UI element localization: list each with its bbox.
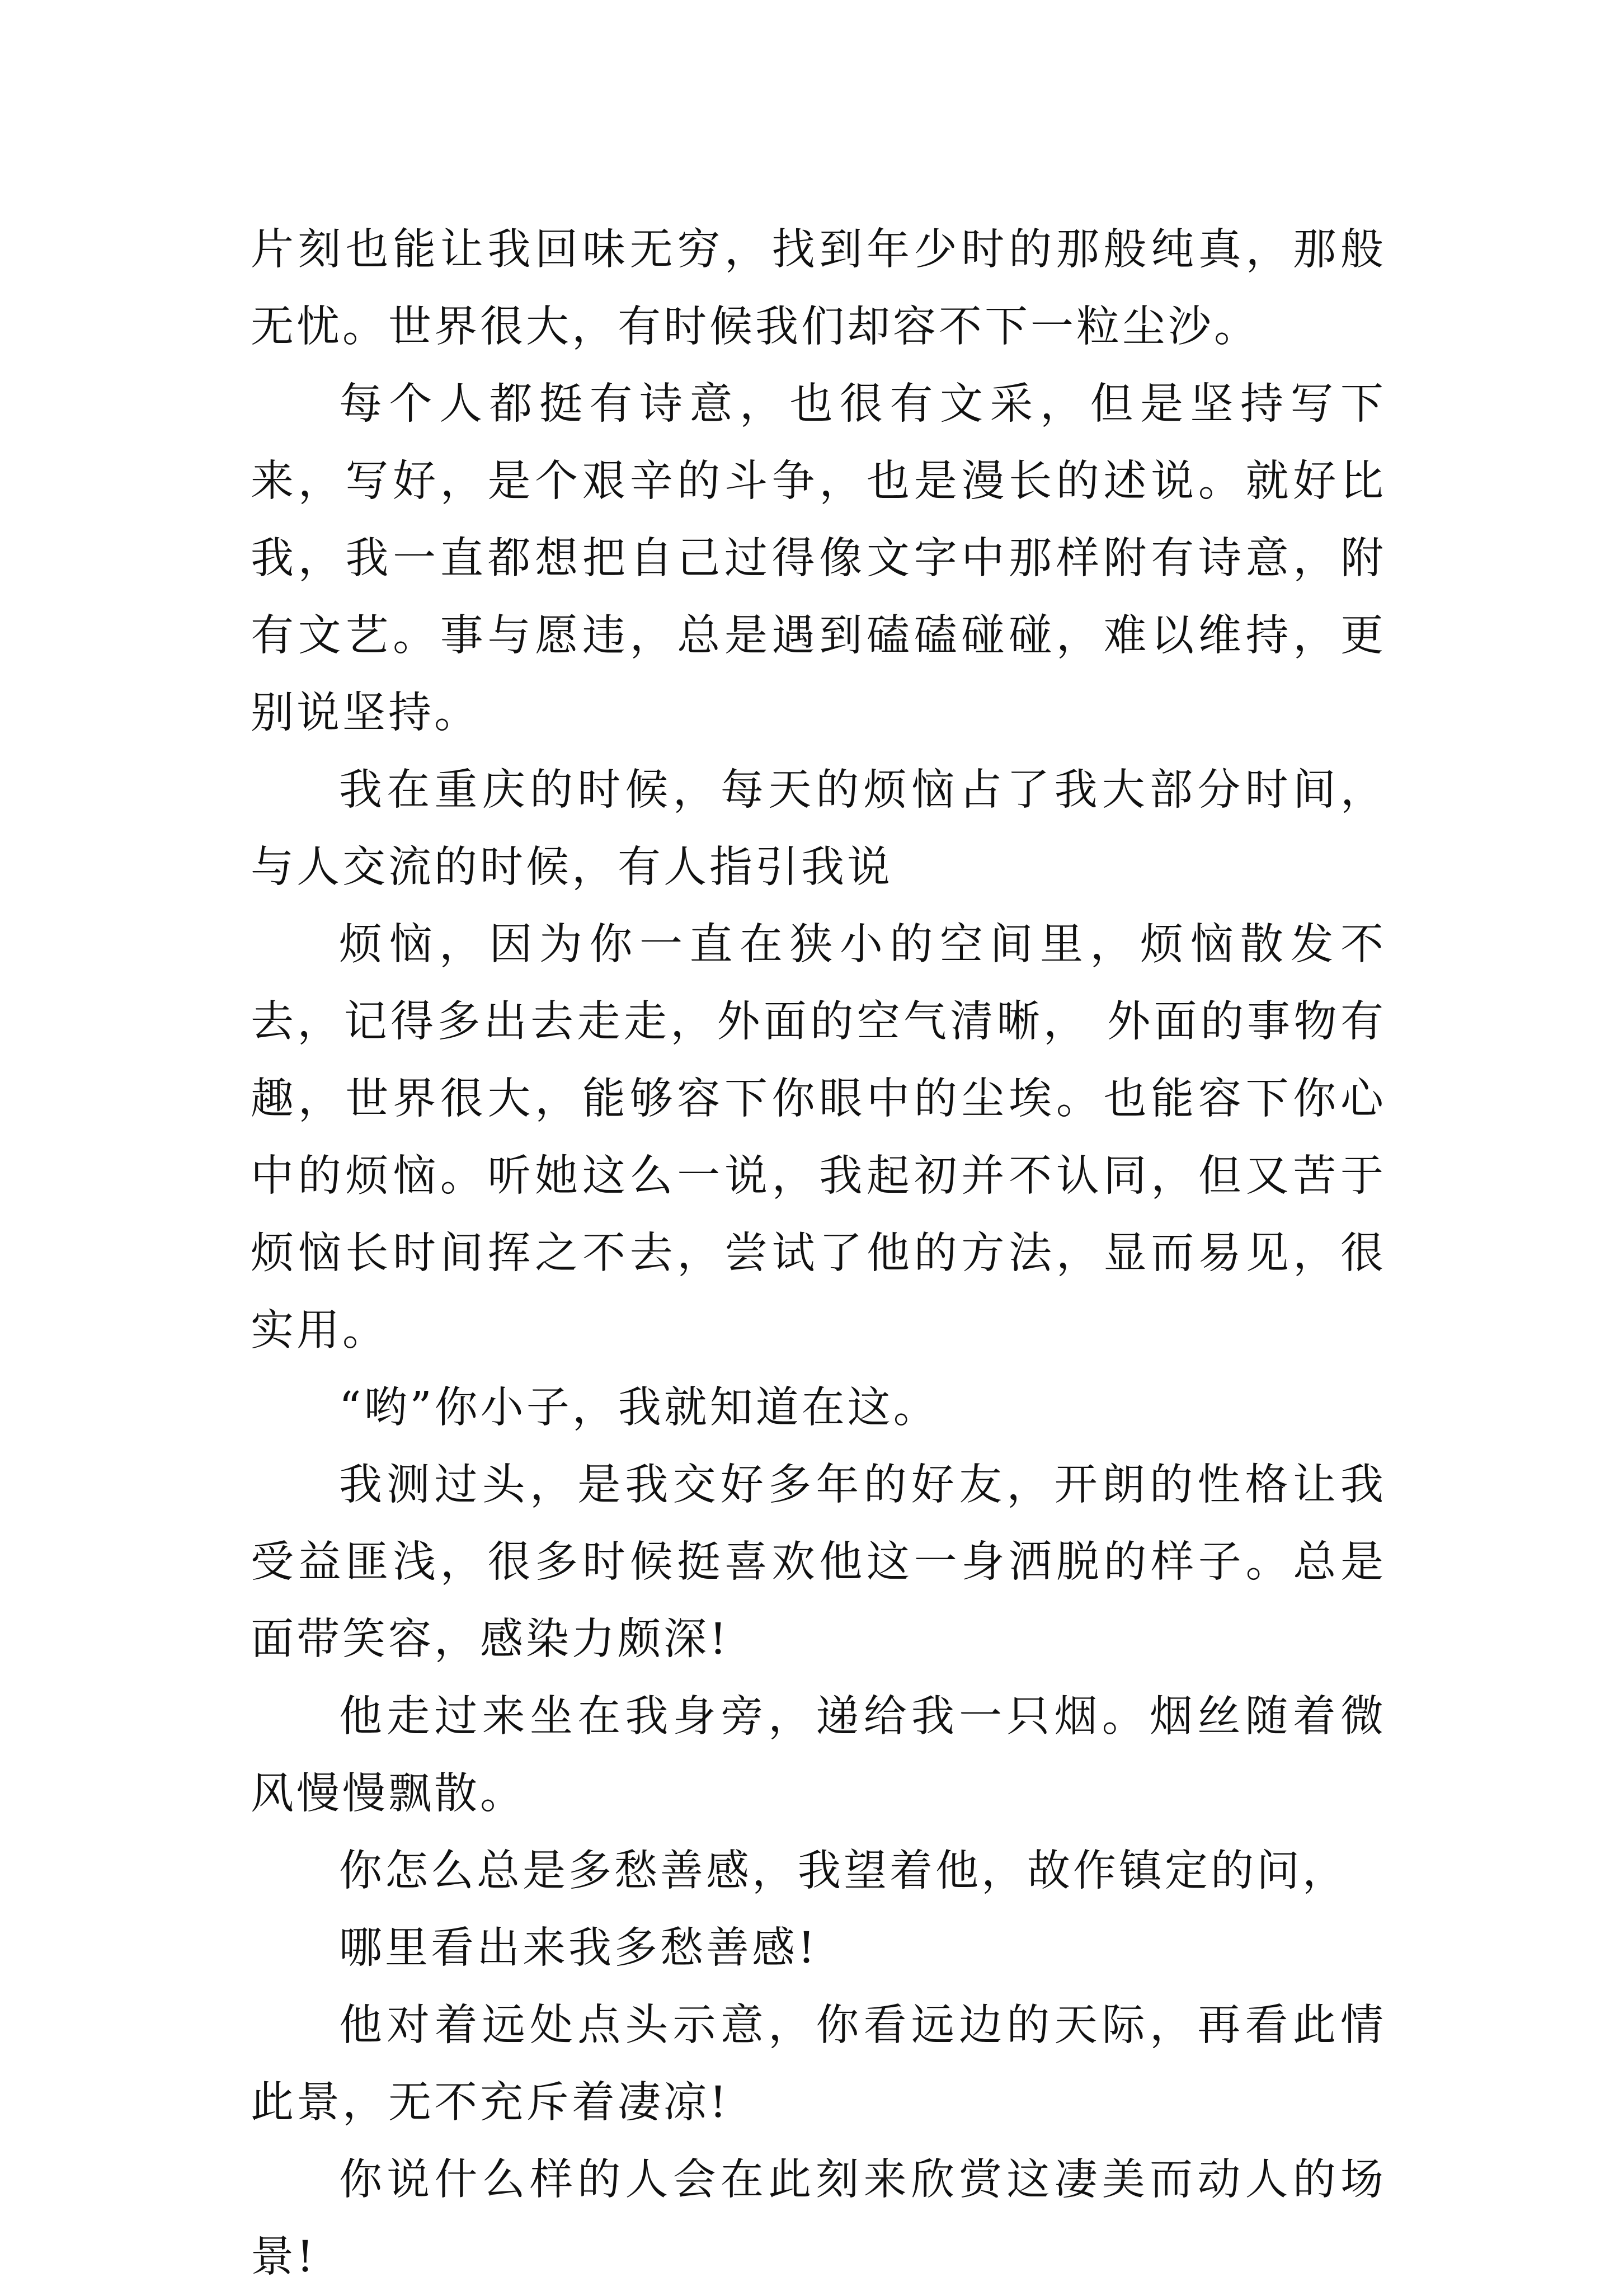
paragraph-3: 我在重庆的时候，每天的烦恼占了我大部分时间，与人交流的时候，有人指引我说 bbox=[251, 765, 1386, 892]
paragraph-2: 每个人都挺有诗意，也很有文采，但是坚持写下来，写好，是个艰辛的斗争，也是漫长的述说。就好比我，我一直都想把自己过得像文字中那样附有诗意，附有文艺。事与愿违，总是遇到磕磕碰碰，难以维持，更别说坚持。 bbox=[251, 379, 1386, 738]
paragraph-1: 片刻也能让我回味无穷，找到年少时的那般纯真，那般无忧。世界很大，有时候我们却容不下一粒尘沙。 bbox=[251, 225, 1386, 352]
document-body bbox=[251, 211, 1386, 2296]
paragraph-9: 哪里看出来我多愁善感! bbox=[339, 1923, 818, 1973]
paragraph-11: 你说什么样的人会在此刻来欣赏这凄美而动人的场景! bbox=[251, 2155, 1386, 2282]
paragraph-10: 他对着远处点头示意，你看远边的天际，再看此情此景，无不充斥着凄凉! bbox=[251, 2001, 1386, 2128]
paragraph-4: 烦恼，因为你一直在狭小的空间里，烦恼散发不去，记得多出去走走，外面的空气清晰， 外面的事物有趣，世界很大，能够容下你眼中的尘埃。也能容下你心中的烦恼。听她这么一说，我起初并不认同，但又苦于烦恼长时间挥之不去，尝试了他的方法，显而易见，很实用。 bbox=[251, 920, 1386, 1356]
paragraph-6: 我测过头，是我交好多年的好友，开朗的性格让我受益匪浅，很多时候挺喜欢他这一身洒脱的样子。总是面带笑容，感染力颇深! bbox=[251, 1460, 1386, 1664]
paragraph-5: “哟”你小子，我就知道在这。 bbox=[339, 1383, 939, 1433]
paragraph-8: 你怎么总是多愁善感，我望着他，故作镇定的问， bbox=[339, 1846, 1348, 1896]
paragraph-7: 他走过来坐在我身旁，递给我一只烟。烟丝随着微风慢慢飘散。 bbox=[251, 1692, 1386, 1819]
